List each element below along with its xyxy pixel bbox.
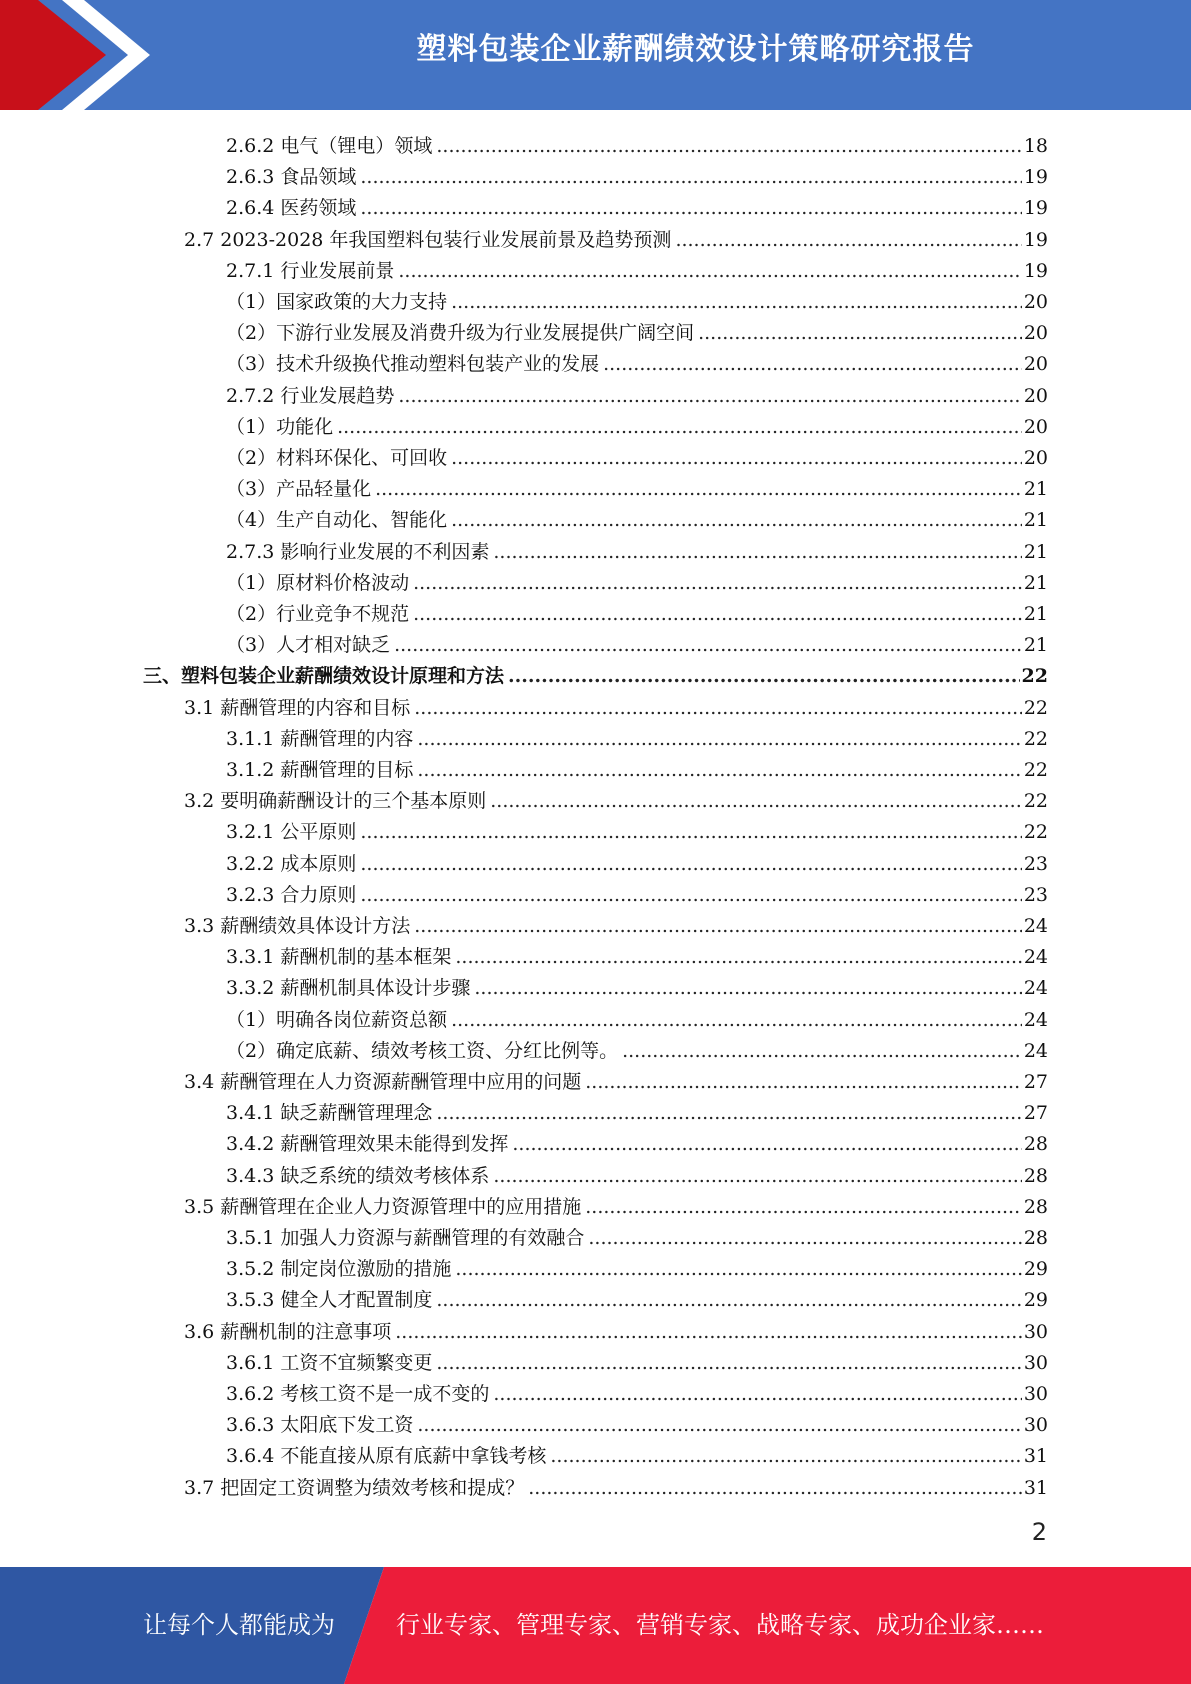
toc-leader-dots [675, 229, 1021, 251]
toc-entry-page: 24 [1023, 977, 1048, 1000]
toc-entry[interactable] [184, 782, 1048, 812]
toc-leader-dots [451, 291, 1022, 313]
toc-entry[interactable] [226, 1375, 1048, 1405]
toc-entry-title: （2）材料环保化、可回收 [226, 447, 448, 469]
toc-entry[interactable] [226, 533, 1048, 563]
toc-entry-title: 3.2.3 合力原则 [226, 883, 357, 906]
toc-entry-page: 30 [1023, 1320, 1048, 1343]
footer-slogan-left: 让每个人都能成为 [143, 1611, 335, 1639]
toc-entry-page: 21 [1023, 571, 1048, 594]
toc-entry[interactable] [184, 689, 1048, 719]
toc-entry-title: 3.2.2 成本原则 [226, 852, 357, 875]
toc-entry-title: 2.6.3 食品领域 [226, 166, 357, 189]
toc-entry-title: 3.4.3 缺乏系统的绩效考核体系 [226, 1164, 490, 1187]
toc-entry-title: 3.5.2 制定岗位激励的措施 [226, 1258, 452, 1281]
toc-leader-dots [436, 135, 1021, 157]
toc-entry[interactable] [184, 221, 1048, 251]
toc-entry[interactable] [226, 1344, 1048, 1374]
toc-leader-dots [474, 977, 1021, 999]
toc-leader-dots [414, 697, 1022, 719]
toc-entry[interactable] [226, 283, 1048, 313]
toc-entry-title: 3.5.3 健全人才配置制度 [226, 1289, 433, 1312]
toc-leader-dots [395, 1321, 1022, 1343]
toc-entry-title: 3.6.1 工资不宜频繁变更 [226, 1351, 433, 1374]
toc-entry-title: 2.7.1 行业发展前景 [226, 259, 395, 282]
toc-entry[interactable] [226, 564, 1048, 594]
toc-entry-page: 21 [1023, 603, 1048, 625]
toc-entry-page: 22 [1023, 696, 1048, 719]
toc-entry-title: （2）确定底薪、绩效考核工资、分红比例等。 [226, 1039, 619, 1062]
toc-leader-dots [451, 1009, 1022, 1031]
toc-entry-page: 22 [1023, 727, 1048, 750]
toc-entry-page: 30 [1023, 1414, 1048, 1437]
toc-leader-dots [451, 509, 1022, 531]
toc-entry-page: 20 [1023, 353, 1048, 376]
footer-slogan-right: 行业专家、管理专家、营销专家、战略专家、成功企业家…… [396, 1611, 1044, 1639]
toc-entry-title: （3）产品轻量化 [226, 478, 372, 501]
toc-entry-page: 28 [1023, 1164, 1048, 1187]
toc-leader-dots [360, 821, 1021, 843]
toc-entry-page: 29 [1023, 1258, 1048, 1281]
toc-entry-title: （1）功能化 [226, 415, 334, 438]
toc-entry-page: 31 [1023, 1445, 1048, 1468]
toc-entry-title: 3.1.2 薪酬管理的目标 [226, 759, 414, 781]
toc-entry-title: 3.3 薪酬绩效具体设计方法 [184, 915, 411, 937]
toc-entry-title: 2.7.2 行业发展趋势 [226, 384, 395, 407]
toc-leader-dots [417, 1414, 1021, 1436]
toc-entry[interactable] [226, 158, 1048, 188]
toc-entry-title: 3.6.2 考核工资不是一成不变的 [226, 1383, 490, 1405]
toc-entry[interactable] [226, 1001, 1048, 1031]
toc-entry-title: 三、塑料包装企业薪酬绩效设计原理和方法 [143, 665, 505, 688]
toc-entry-page: 30 [1023, 1383, 1048, 1405]
page-footer [0, 1567, 1191, 1684]
toc-leader-dots [698, 322, 1022, 344]
toc-leader-dots [603, 353, 1022, 375]
toc-entry[interactable] [226, 501, 1048, 531]
toc-entry-title: 3.2 要明确薪酬设计的三个基本原则 [184, 790, 487, 813]
toc-leader-dots [455, 1258, 1021, 1280]
toc-entry[interactable] [226, 751, 1048, 781]
toc-leader-dots [394, 634, 1022, 656]
toc-entry-page: 22 [1021, 665, 1048, 688]
toc-leader-dots [417, 728, 1021, 750]
toc-entry-page: 23 [1023, 883, 1048, 906]
toc-leader-dots [413, 603, 1022, 625]
toc-leader-dots [360, 197, 1021, 219]
toc-entry-title: （3）技术升级换代推动塑料包装产业的发展 [226, 353, 600, 376]
toc-entry-title: 3.6.4 不能直接从原有底薪中拿钱考核 [226, 1445, 547, 1468]
toc-entry-page: 21 [1023, 478, 1048, 501]
toc-entry-title: 3.1.1 薪酬管理的内容 [226, 727, 414, 750]
toc-entry-title: （1）国家政策的大力支持 [226, 291, 448, 313]
toc-entry[interactable] [226, 470, 1048, 500]
document-title: 塑料包装企业薪酬绩效设计策略研究报告 [416, 32, 975, 67]
toc-leader-dots [360, 884, 1021, 906]
toc-entry-page: 24 [1023, 1039, 1048, 1062]
toc-entry[interactable] [143, 657, 1048, 687]
toc-entry-title: 3.1 薪酬管理的内容和目标 [184, 696, 411, 719]
toc-entry-page: 20 [1023, 447, 1048, 469]
toc-leader-dots [622, 1040, 1022, 1062]
toc-leader-dots [493, 541, 1021, 563]
toc-entry-title: 2.7 2023-2028 年我国塑料包装行业发展前景及趋势预测 [184, 228, 672, 251]
page-header [0, 0, 1191, 110]
toc-leader-dots [550, 1445, 1021, 1467]
toc-entry[interactable] [184, 1313, 1048, 1343]
toc-leader-dots [436, 1289, 1021, 1311]
toc-leader-dots [493, 1165, 1021, 1187]
toc-entry-title: 3.4.2 薪酬管理效果未能得到发挥 [226, 1133, 509, 1156]
toc-leader-dots [337, 416, 1022, 438]
toc-entry-title: 2.7.3 影响行业发展的不利因素 [226, 540, 490, 563]
page-number: 2 [1031, 1518, 1047, 1546]
toc-entry-title: 3.6.3 太阳底下发工资 [226, 1414, 414, 1437]
toc-leader-dots [414, 915, 1022, 937]
toc-entry[interactable] [226, 1094, 1048, 1124]
toc-entry[interactable] [226, 626, 1048, 656]
toc-entry-page: 30 [1023, 1351, 1048, 1374]
toc-entry-title: （2）行业竞争不规范 [226, 603, 410, 625]
toc-entry[interactable] [184, 1063, 1048, 1093]
toc-entry-title: 3.2.1 公平原则 [226, 821, 357, 844]
toc-leader-dots [417, 759, 1021, 781]
toc-entry[interactable] [226, 1250, 1048, 1280]
toc-entry-page: 28 [1023, 1133, 1048, 1156]
toc-leader-dots [493, 1383, 1021, 1405]
toc-entry-title: （2）下游行业发展及消费升级为行业发展提供广阔空间 [226, 322, 695, 345]
toc-entry-page: 20 [1023, 384, 1048, 407]
toc-leader-dots [512, 1133, 1021, 1155]
toc-entry-page: 18 [1023, 135, 1048, 157]
toc-entry[interactable] [226, 813, 1048, 843]
toc-entry-page: 19 [1023, 259, 1048, 282]
toc-entry-title: 2.6.2 电气（锂电）领域 [226, 135, 433, 157]
toc-leader-dots [413, 572, 1022, 594]
toc-entry[interactable] [226, 1437, 1048, 1467]
toc-entry-title: （4）生产自动化、智能化 [226, 509, 448, 532]
toc-entry-page: 24 [1023, 1008, 1048, 1031]
toc-leader-dots [360, 853, 1021, 875]
toc-entry-title: （1）明确各岗位薪资总额 [226, 1008, 448, 1031]
toc-entry[interactable] [226, 252, 1048, 282]
toc-entry[interactable] [226, 1032, 1048, 1062]
toc-leader-dots [398, 385, 1021, 407]
toc-entry[interactable] [184, 1469, 1048, 1499]
toc-entry-title: （3）人才相对缺乏 [226, 634, 391, 657]
toc-leader-dots [455, 946, 1021, 968]
toc-leader-dots [585, 1196, 1022, 1218]
toc-entry[interactable] [226, 1281, 1048, 1311]
toc-entry-page: 19 [1023, 197, 1048, 220]
toc-entry-page: 23 [1023, 852, 1048, 875]
toc-entry-page: 31 [1023, 1476, 1048, 1499]
toc-entry-title: 3.5.1 加强人力资源与薪酬管理的有效融合 [226, 1227, 585, 1249]
toc-entry[interactable] [226, 595, 1048, 625]
toc-entry[interactable] [226, 377, 1048, 407]
toc-leader-dots [375, 478, 1022, 500]
toc-entry[interactable] [226, 127, 1048, 157]
toc-entry[interactable] [226, 1406, 1048, 1436]
toc-entry-page: 19 [1023, 166, 1048, 189]
toc-entry-page: 20 [1023, 415, 1048, 438]
toc-entry-title: 3.4.1 缺乏薪酬管理理念 [226, 1102, 433, 1125]
toc-entry-page: 24 [1023, 915, 1048, 937]
toc-entry[interactable] [226, 845, 1048, 875]
toc-entry-title: （1）原材料价格波动 [226, 571, 410, 594]
toc-entry-page: 22 [1023, 759, 1048, 781]
toc-entry[interactable] [226, 345, 1048, 375]
toc-entry-page: 29 [1023, 1289, 1048, 1312]
toc-leader-dots [398, 260, 1021, 282]
toc-entry-page: 21 [1023, 509, 1048, 532]
toc-entry[interactable] [226, 969, 1048, 999]
toc-entry[interactable] [184, 907, 1048, 937]
toc-leader-dots [436, 1102, 1021, 1124]
toc-entry-title: 3.7 把固定工资调整为绩效考核和提成？ [184, 1476, 525, 1499]
toc-entry-title: 3.5 薪酬管理在企业人力资源管理中的应用措施 [184, 1195, 582, 1218]
toc-entry-title: 3.4 薪酬管理在人力资源薪酬管理中应用的问题 [184, 1071, 582, 1093]
toc-entry[interactable] [226, 408, 1048, 438]
toc-leader-dots [585, 1071, 1022, 1093]
toc-entry-page: 22 [1023, 821, 1048, 844]
toc-entry[interactable] [226, 938, 1048, 968]
toc-leader-dots [360, 166, 1021, 188]
toc-entry-title: 3.6 薪酬机制的注意事项 [184, 1320, 392, 1343]
toc-entry-page: 19 [1023, 228, 1048, 251]
toc-entry[interactable] [226, 439, 1048, 469]
toc-entry[interactable] [184, 1188, 1048, 1218]
toc-entry-title: 2.6.4 医药领域 [226, 197, 357, 220]
toc-leader-dots [451, 447, 1022, 469]
toc-entry[interactable] [226, 876, 1048, 906]
toc-entry-page: 20 [1023, 291, 1048, 313]
toc-entry-page: 21 [1023, 540, 1048, 563]
toc-leader-dots [528, 1477, 1022, 1499]
toc-leader-dots [588, 1227, 1021, 1249]
toc-entry[interactable] [226, 314, 1048, 344]
toc-leader-dots [490, 790, 1022, 812]
toc-entry-title: 3.3.1 薪酬机制的基本框架 [226, 946, 452, 969]
toc-leader-dots [436, 1352, 1021, 1374]
toc-entry-page: 24 [1023, 946, 1048, 969]
toc-entry[interactable] [226, 1157, 1048, 1187]
toc-entry-page: 27 [1023, 1102, 1048, 1125]
toc-entry-title: 3.3.2 薪酬机制具体设计步骤 [226, 977, 471, 1000]
toc-entry-page: 20 [1023, 322, 1048, 345]
toc-entry-page: 27 [1023, 1071, 1048, 1093]
toc-entry[interactable] [226, 189, 1048, 219]
toc-leader-dots [508, 665, 1020, 687]
toc-entry-page: 28 [1023, 1195, 1048, 1218]
toc-entry-page: 21 [1023, 634, 1048, 657]
toc-entry[interactable] [226, 1125, 1048, 1155]
toc-entry[interactable] [226, 720, 1048, 750]
toc-entry-page: 22 [1023, 790, 1048, 813]
toc-entry-page: 28 [1023, 1227, 1048, 1249]
toc-entry[interactable] [226, 1219, 1048, 1249]
